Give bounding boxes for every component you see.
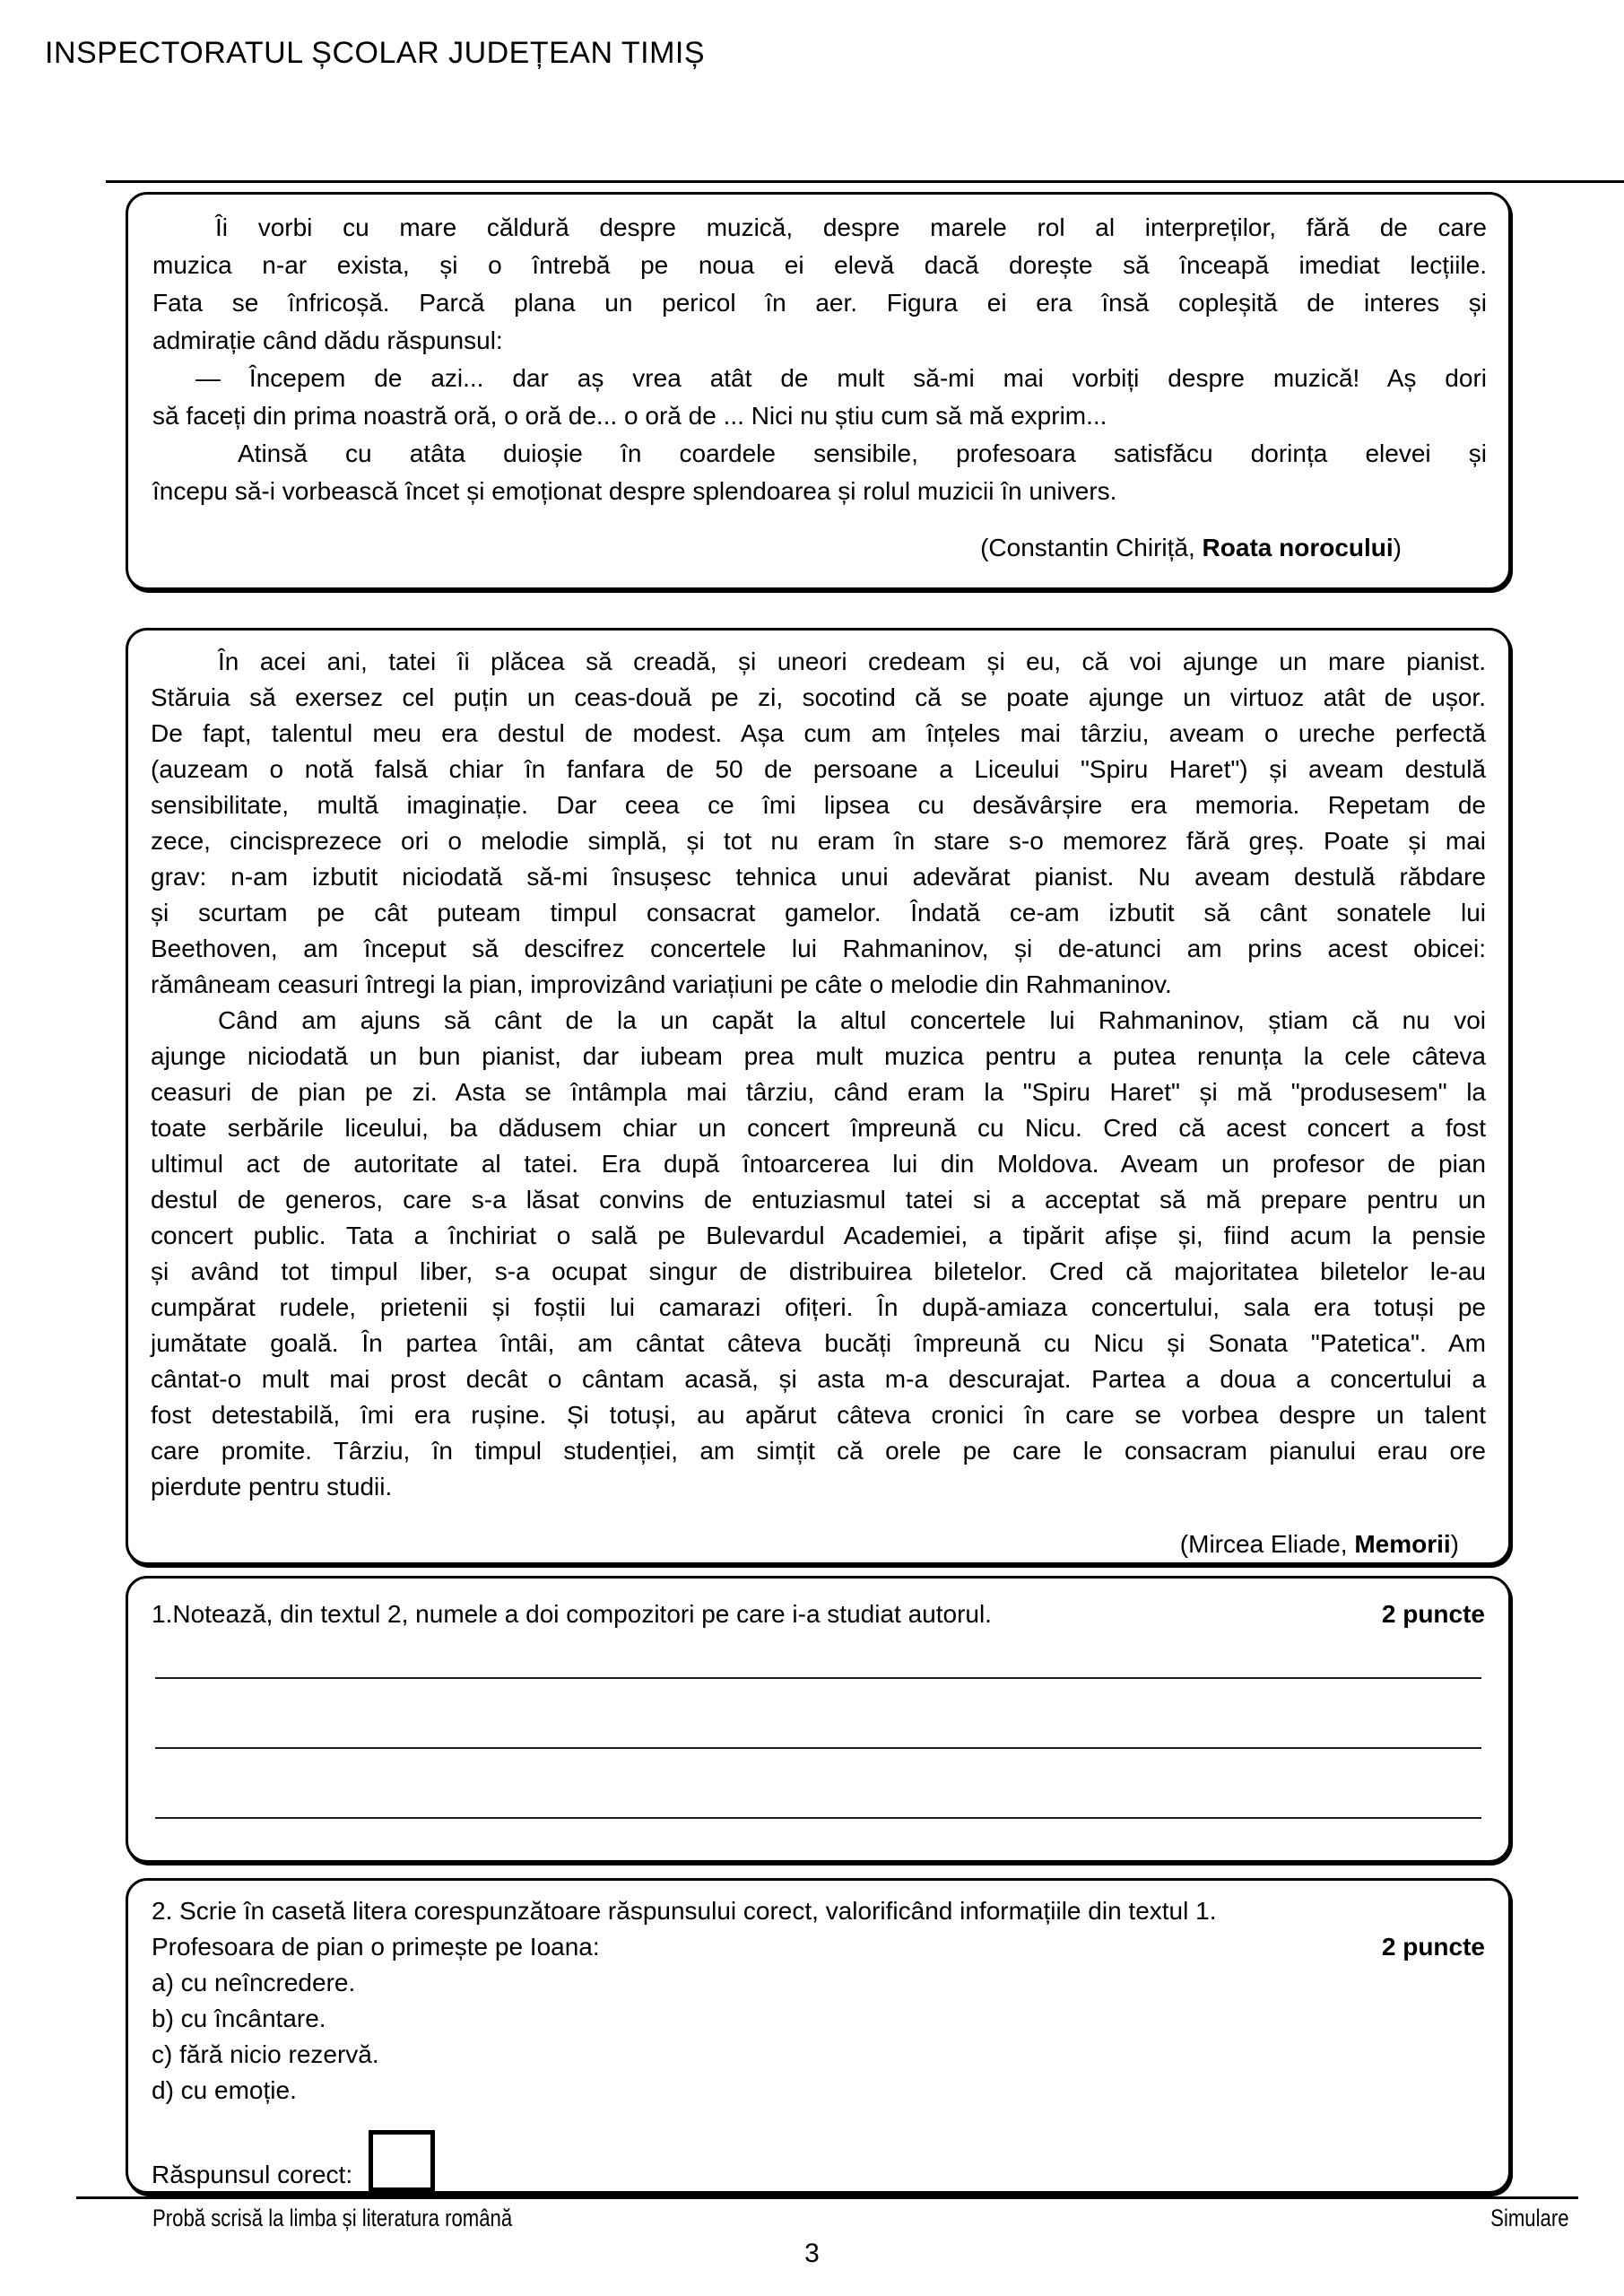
text-line: rămâneam ceasuri întregi la pian, improvizând variațiuni pe câte o melodie din Rahmaninov. <box>151 970 1172 998</box>
question2-subprompt: Profesoara de pian o primește pe Ioana: <box>152 1933 600 1961</box>
text-line: zece, cincisprezece ori o melodie simplă, și tot nu eram în stare s-o memorez fără greș. Poate și mai <box>151 827 1486 855</box>
question1-prompt: 1.Notează, din textul 2, numele a doi compozitori pe care i-a studiat autorul. <box>152 1600 992 1628</box>
question2-box <box>126 1878 1511 2194</box>
answer-row <box>152 2130 1485 2195</box>
text1-attribution <box>152 530 1487 566</box>
text-line: destul de generos, care s-a lăsat convins de entuziasmul tatei si a acceptat să mă prepare pentru un <box>151 1186 1486 1213</box>
text-line: pierdute pentru studii. <box>151 1473 393 1500</box>
text2-attribution-author: (Mircea Eliade, <box>1179 1530 1355 1558</box>
text-line: Fata se înfricoșă. Parcă plana un pericol în aer. Figura ei era însă copleșită de interes și <box>152 289 1487 317</box>
text1-attribution-author: (Constantin Chiriță, <box>980 534 1203 561</box>
text1-lines <box>152 209 1487 510</box>
answer-option: d) cu emoție. <box>152 2076 297 2104</box>
question2-prompt: 2. Scrie în casetă litera corespunzătoare răspunsului corect, valorificând informațiile din textul 1. <box>152 1897 1217 1925</box>
text-line: ceasuri de pian pe zi. Asta se întâmpla mai târziu, când eram la "Spiru Haret" și mă "produsesem" la <box>151 1078 1486 1106</box>
answer-write-line[interactable] <box>155 1677 1481 1679</box>
footer-divider <box>76 2196 1578 2199</box>
answer-box[interactable] <box>369 2130 435 2195</box>
answer-write-line[interactable] <box>155 1817 1481 1819</box>
text-line: De fapt, talentul meu era destul de modest. Așa cum am înțeles mai târziu, aveam o ureche perfectă <box>151 719 1486 747</box>
text-line: care promite. Târziu, în timpul studenției, am simțit că orele pe care le consacram pianului erau ore <box>151 1437 1486 1465</box>
footer-session-name: Simulare <box>1490 2205 1569 2231</box>
text-line: Beethoven, am început să descifrez concertele lui Rahmaninov, și de-atunci am prins acest obicei: <box>151 935 1486 962</box>
question2-options <box>152 1965 1485 2109</box>
text2-attribution-close: ) <box>1450 1530 1459 1558</box>
text-line: Când am ajuns să cânt de la un capăt la altul concertele lui Rahmaninov, știam că nu voi <box>218 1006 1486 1034</box>
text-line: Îi vorbi cu mare căldură despre muzică, despre marele rol al interpreților, fără de care <box>215 213 1487 241</box>
text-line: concert public. Tata a închiriat o sală pe Bulevardul Academiei, a tipărit afișe și, fiind acum la pensie <box>151 1222 1486 1249</box>
text1-box <box>126 192 1511 590</box>
answer-label: Răspunsul corect: <box>152 2161 353 2188</box>
text-line: începu să-i vorbească încet și emoționat despre splendoarea și rolul muzicii în univers. <box>152 477 1117 505</box>
text-line: — Începem de azi... dar aș vrea atât de mult să-mi mai vorbiți despre muzică! Aș dori <box>195 364 1487 392</box>
answer-option: c) fără nicio rezervă. <box>152 2040 379 2068</box>
answer-option: a) cu neîncredere. <box>152 1969 356 1996</box>
text-line: ajunge niciodată un bun pianist, dar iubeam prea mult muzica pentru a putea renunța la cele câteva <box>151 1042 1486 1070</box>
text2-attribution <box>151 1526 1486 1562</box>
question1-header <box>152 1596 1485 1632</box>
text-line: cântat-o mult mai prost decât o cântam acasă, și asta m-a descurajat. Partea a doua a concertului a <box>151 1365 1486 1393</box>
answer-write-line[interactable] <box>155 1747 1481 1749</box>
text2-attribution-title: Memorii <box>1354 1530 1451 1558</box>
text-line: grav: n-am izbutit niciodată să-mi însușesc tehnica unui adevărat pianist. Nu aveam destulă răbdare <box>151 863 1486 891</box>
text-line: ultimul act de autoritate al tatei. Era după întoarcerea lui din Moldova. Aveam un profesor de pian <box>151 1150 1486 1178</box>
footer <box>152 2205 1569 2232</box>
question2-subheader <box>152 1929 1485 1965</box>
text-line: (auzeam o notă falsă chiar în fanfara de 50 de persoane a Liceului "Spiru Haret") și aveam destulă <box>151 755 1486 783</box>
text-line: jumătate goală. În partea întâi, am cântat câteva bucăți împreună cu Nicu și Sonata "Patetica". Am <box>151 1329 1486 1357</box>
footer-exam-name: Probă scrisă la limba și literatura română <box>152 2205 513 2231</box>
text-line: Atinsă cu atâta duioșie în coardele sensibile, profesoara satisfăcu dorința elevei și <box>238 439 1487 467</box>
text-line: toate serbările liceului, ba dădusem chiar un concert împreună cu Nicu. Cred că acest concert a fost <box>151 1114 1486 1142</box>
text2-lines <box>151 644 1486 1505</box>
text1-attribution-close: ) <box>1393 534 1402 561</box>
text-line: În acei ani, tatei îi plăcea să creadă, și uneori credeam și eu, că voi ajunge un mare pianist. <box>218 648 1486 675</box>
question2-points: 2 puncte <box>1381 1933 1485 1961</box>
text-line: fost detestabilă, îmi era rușine. Și totuși, au apărut câteva cronici în care se vorbea despre un talent <box>151 1401 1486 1429</box>
answer-option: b) cu încântare. <box>152 2005 326 2032</box>
text-line: și având tot timpul liber, s-a ocupat singur de distribuirea biletelor. Cred că majoritatea biletelor le-au <box>151 1257 1486 1285</box>
text-line: să faceți din prima noastră oră, o oră de... o oră de ... Nici nu știu cum să mă exprim... <box>152 402 1107 430</box>
text-line: admirație când dădu răspunsul: <box>152 326 503 354</box>
text2-box <box>126 628 1511 1565</box>
text-line: și scurtam pe cât puteam timpul consacrat gamelor. Îndată ce-am izbutit să cânt sonatele lui <box>151 899 1486 926</box>
text-line: cumpărat rudele, prietenii și foștii lui camarazi ofițeri. În după-amiaza concertului, sala era totuși pe <box>151 1293 1486 1321</box>
page-number: 3 <box>804 2239 820 2268</box>
question1-points: 2 puncte <box>1381 1600 1485 1628</box>
header-divider <box>106 180 1624 183</box>
page-title: INSPECTORATUL ȘCOLAR JUDEȚEAN TIMIȘ <box>45 36 706 70</box>
text1-attribution-title: Roata norocului <box>1202 534 1394 561</box>
question1-box <box>126 1576 1511 1863</box>
text-line: sensibilitate, multă imaginație. Dar ceea ce îmi lipsea cu desăvârșire era memoria. Repetam de <box>151 791 1486 819</box>
text-line: Stăruia să exersez cel puțin un ceas-două pe zi, socotind că se poate ajunge un virtuoz atât de ușor. <box>151 683 1486 711</box>
text-line: muzica n-ar exista, și o întrebă pe noua ei elevă dacă dorește să înceapă imediat lecțiile. <box>152 251 1487 279</box>
question1-answer-lines <box>152 1677 1485 1819</box>
